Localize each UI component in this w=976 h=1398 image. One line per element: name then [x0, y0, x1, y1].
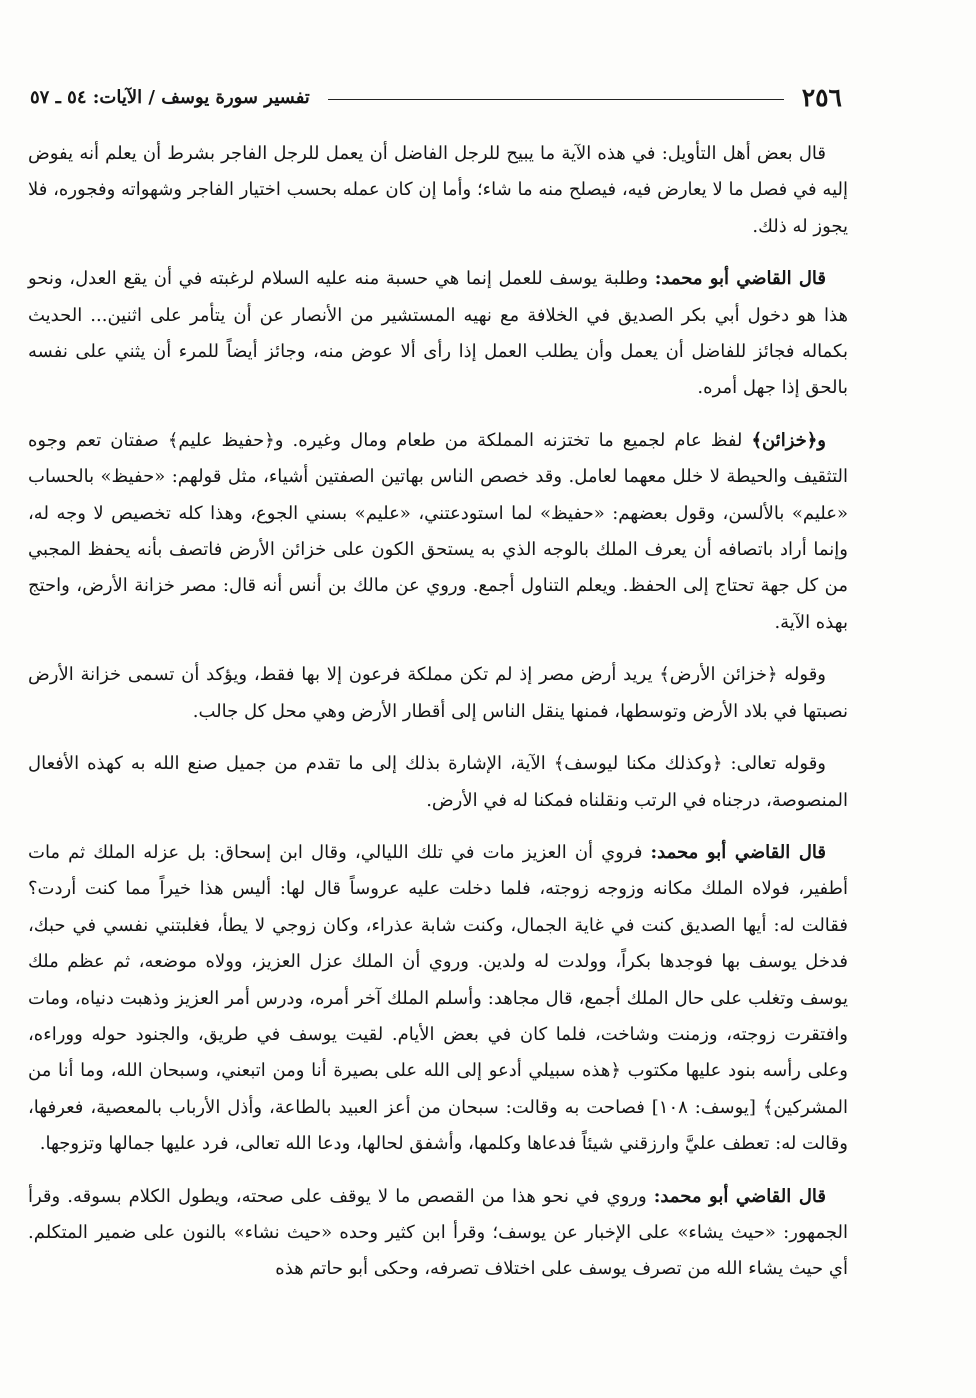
paragraph-3: [28, 423, 848, 641]
paragraph-5: [28, 746, 848, 819]
paragraph-6: [28, 835, 848, 1163]
page-header: [30, 80, 842, 114]
paragraph-4: [28, 657, 848, 730]
paragraph-7-text: وروي في نحو هذا من القصص ما لا يوقف على صحته، ويطول الكلام بسوقه. وقرأ الجمهور: «حيث يشاء» على الإخبار عن يوسف؛ وقرأ ابن كثير وحده «حيث نشاء» بالنون على ضمير المتكلم. أي حيث يشاء الله من تصرف يوسف على اختلاف تصرفه، وحكى أبو حاتم هذه: [28, 1185, 848, 1280]
paragraph-4-text: وقوله ﴿خزائن الأرض﴾ يريد أرض مصر إذ لم تكن مملكة فرعون إلا بها فقط، ويؤكد أن تسمى خزانة الأرض نصبتها في بلاد الأرض وتوسطها، فمنها ينقل الناس إلى أقطار الأرض وهي محل كل جالب.: [28, 664, 848, 722]
paragraph-2-text: وطلبة يوسف للعمل إنما هي حسبة منه عليه السلام لرغبته في أن يقع العدل، ونحو هذا هو دخول أبي بكر الصديق في الخلافة مع نهيه المستشير من الأنصار عن أن يتأمر على اثنين... الحديث بكماله فجائز للفاضل أن يعمل وأن يطلب العمل إذا رأى ألا عوض منه، وجائز أيضاً للمرء أن يثني على نفسه بالحق إذا جهل أمره.: [28, 268, 848, 399]
paragraph-3-text: لفظ عام لجميع ما تختزنه المملكة من طعام ومال وغيره. و﴿حفيظ عليم﴾ صفتان تعم وجوه التثقيف والحيطة لا خلل معهما لعامل. وقد خصص الناس بهاتين الصفتين أشياء، مثل قولهم: «حفيظ» بالحساب «عليم» بالألسن، وقول بعضهم: «حفيظ» لما استودعتني، «عليم» بسني الجوع، وهذا كله تخصيص لا وجه له، وإنما أراد باتصافه أن يعرف الملك بالوجه الذي به يستحق الكون على خزائن الأرض فاتصف بأنه يحفظ المجبي من كل جهة تحتاج إلى الحفظ. ويعلم التناول أجمع. وروي عن مالك بن أنس أنه قال: مصر خزانة الأرض، واحتج بهذه الآية.: [28, 429, 848, 633]
paragraph-7: [28, 1179, 848, 1288]
paragraph-7-lead: قال القاضي أبو محمد:: [653, 1185, 826, 1207]
paragraph-1-text: قال بعض أهل التأويل: في هذه الآية ما يبيح للرجل الفاضل أن يعمل للرجل الفاجر بشرط أن يعلم أنه يفوض إليه في فصل ما لا يعارض فيه، فيصلح منه ما شاء؛ وأما إن كان عمله بحسب اختيار الفاجر وشهواته وفجوره، فلا يجوز له ذلك.: [28, 143, 848, 237]
header-rule: [328, 99, 784, 100]
page-number: ٢٥٦: [801, 82, 842, 112]
page-body: [28, 136, 848, 1304]
running-title: تفسير سورة يوسف / الآيات: ٥٤ ـ ٥٧: [30, 86, 310, 108]
paragraph-2-lead: قال القاضي أبو محمد:: [654, 268, 826, 290]
paragraph-6-lead: قال القاضي أبو محمد:: [650, 841, 826, 863]
paragraph-3-lead: و﴿خزائن﴾: [751, 429, 826, 451]
paragraph-6-text: فروي أن العزيز مات في تلك الليالي، وقال ابن إسحاق: بل عزله الملك ثم مات أطفير، فولاه الملك مكانه وزوجه زوجته، فلما دخلت عليه عروساً قال لها: أليس هذا خيراً مما كنت أردت؟ فقالت له: أيها الصديق كنت في غاية الجمال، وكنت شابة عذراء، وكان زوجي لا يطأ، فغلبتني نفسي في حبك، فدخل يوسف بها فوجدها بكراً، وولدت له ولدين. وروي أن الملك عزل العزيز، وولاه موضعه، ثم عظم ملك يوسف وتغلب على حال الملك أجمع، قال مجاهد: وأسلم الملك آخر أمره، ودرس أمر العزيز وذهبت دنياه، ومات وافتقرت زوجته، وزمنت وشاخت، فلما كان في بعض الأيام. لقيت يوسف في طريق، والجنود حوله ووراءه، وعلى رأسه بنود عليها مكتوب ﴿هذه سبيلي أدعو إلى الله على بصيرة أنا ومن اتبعني، وسبحان الله، وما أنا من المشركين﴾ [يوسف: ١٠٨] فصاحت به وقالت: سبحان من أعز العبيد بالطاعة، وأذل الأرباب بالمعصية، فعرفها، وقالت له: تعطف عليَّ وارزقني شيئاً فدعاها وكلمها، وأشفق لحالها، ودعا الله تعالى، فرد عليها جمالها وتزوجها.: [28, 841, 848, 1155]
paragraph-5-text: وقوله تعالى: ﴿وكذلك مكنا ليوسف﴾ الآية، الإشارة بذلك إلى ما تقدم من جميل صنع الله به كهذه الأفعال المنصوصة، درجناه في الرتب ونقلناه فمكنا له في الأرض.: [28, 753, 848, 811]
paragraph-1: [28, 136, 848, 245]
paragraph-2: [28, 261, 848, 407]
